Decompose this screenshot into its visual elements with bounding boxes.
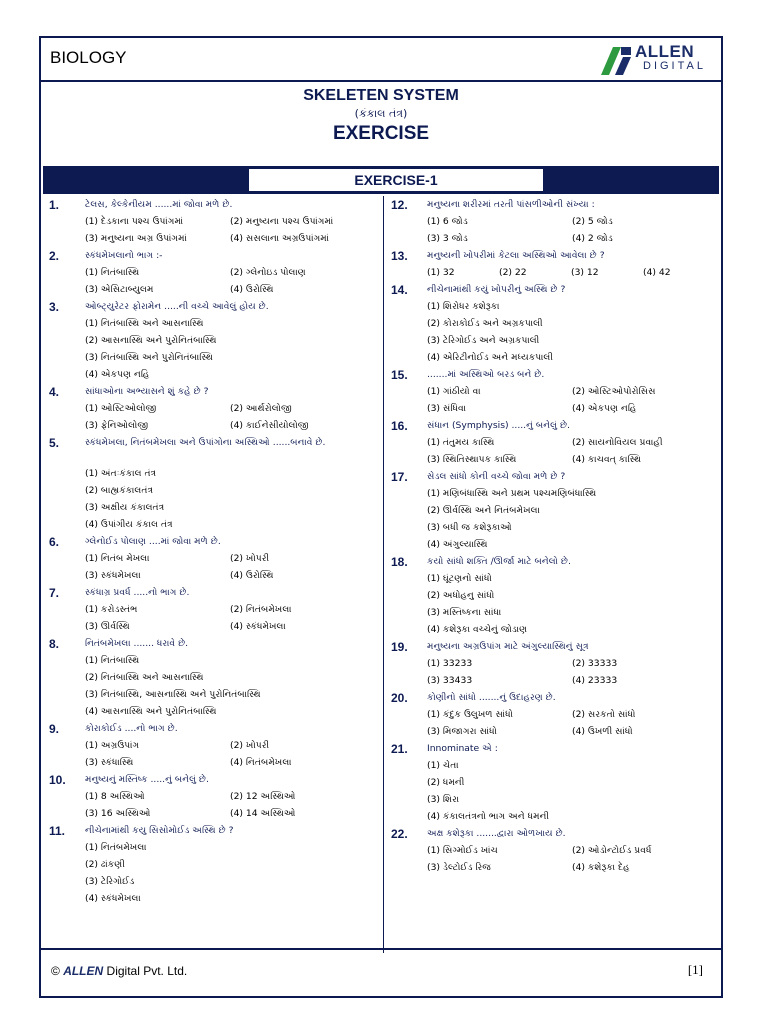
answer-option: (4) નિતંબમેખલા [230,757,292,768]
option-list [49,654,379,722]
question-number: 19. [391,640,408,654]
answer-option: (2) ઊર્વસ્થિ અને નિતંબમેખલા [427,505,540,516]
question-number: 12. [391,198,408,212]
answer-option: (4) ઉરોસ્થિ [230,284,274,295]
option-row [85,569,379,586]
option-row [427,215,719,232]
answer-option: (2) આસનાસ્થિ અને પુરોનિતંબાસ્થિ [85,335,217,346]
answer-option: (2) ઓસ્ટિઓપોરોસિસ [572,386,656,397]
question-stem [391,249,719,266]
option-row [427,776,719,793]
question-text: સેડલ સાંધો કોની વચ્ચે જોવા મળે છે ? [427,471,566,482]
question-item [391,691,719,742]
question-stem [391,368,719,385]
option-row [85,654,379,671]
question-item [49,300,379,385]
option-list [49,266,379,300]
question-number: 20. [391,691,408,705]
chapter-title: SKELETEN SYSTEM [303,87,459,104]
option-list [391,215,719,249]
option-row [427,436,719,453]
option-row [427,708,719,725]
question-stem [49,300,379,317]
footer [41,948,721,996]
question-stem [49,637,379,654]
answer-option: (3) એસિટાબ્યુલમ [85,284,154,295]
answer-option: (4) કાચવત્ કાસ્થિ [572,454,642,465]
option-list [391,385,719,419]
allen-logo-icon [599,43,633,77]
question-text: સંધાન (Symphysis) .....નું બનેલું છે. [427,420,570,431]
question-item [49,773,379,824]
copyright-line [51,964,187,978]
question-text: મનુષ્યના અગ્રઉપાંગ માટે અંગુલ્યાસ્થિનું સૂત્ર [427,641,589,652]
answer-option: (2) 22 [499,267,527,278]
answer-option: (2) અધોહનુ સાંધો [427,590,495,601]
answer-option: (3) 3 જોડ [427,233,468,244]
question-item [391,555,719,640]
answer-option: (4) કશેરૂકા દેહ [572,862,630,873]
answer-option: (1) 33233 [427,658,473,669]
option-row [85,467,379,484]
option-list [391,759,719,827]
option-row [85,858,379,875]
question-stem [391,640,719,657]
answer-option: (1) નિતંબાસ્થિ [85,267,140,278]
question-item [391,249,719,283]
answer-option: (1) દેડકાના પશ્ચ ઉપાંગમાં [85,216,184,227]
answer-option: (1) ઘૂંટણનો સાંધો [427,573,492,584]
answer-option: (3) ટેરિગોઈડ અને અગ્રકપાલી [427,335,540,346]
option-row [85,892,379,909]
question-text: સ્કંધમેખલા, નિતંબમેખલા અને ઉપાંગોના અસ્થિઓ ......બનાવે છે. [85,437,326,448]
answer-option: (3) ફેનિઓલોજી [85,420,149,431]
question-text: કયો સાંધો શક્તિ /ઊર્જા માટે બનેલો છે. [427,556,571,567]
answer-option: (4) કંકાલતંત્રનો ભાગ અને ધમની [427,811,550,822]
answer-option: (3) ઊર્વસ્થિ [85,621,130,632]
option-row [427,674,719,691]
answer-option: (3) અક્ષીય કંકાલતંત્ર [85,502,165,513]
option-row [427,402,719,419]
answer-option: (2) ખોપરી [230,740,270,751]
column-divider [383,196,384,953]
question-number: 6. [49,535,60,549]
question-item [391,640,719,691]
option-row [85,552,379,569]
option-row [85,603,379,620]
option-list [49,603,379,637]
answer-option: (2) ખોપરી [230,553,270,564]
option-list [49,215,379,249]
option-list [391,572,719,640]
question-item [49,824,379,909]
option-row [85,671,379,688]
question-item [49,586,379,637]
answer-option: (4) સ્કંધમેખલા [85,893,141,904]
option-row [427,861,719,878]
option-list [391,708,719,742]
option-row [427,759,719,776]
option-list [391,487,719,555]
question-item [391,470,719,555]
option-row [85,419,379,436]
question-item [391,419,719,470]
question-number: 10. [49,773,66,787]
option-row [427,606,719,623]
answer-option: (3) મનુષ્યના અગ્ર ઉપાંગમાં [85,233,187,244]
answer-option: (4) સસલાના અગ્રઉપાંગમાં [230,233,330,244]
option-row [427,385,719,402]
question-text: નીચેનામાંથી કયું ખોપરીનું અસ્થિ છે ? [427,284,566,295]
answer-option: (2) નિતંબમેખલા [230,604,292,615]
option-row [427,504,719,521]
question-stem [49,535,379,552]
option-row [85,875,379,892]
option-row [85,317,379,334]
answer-option: (1) ઓસ્ટિઓલોજી [85,403,157,414]
answer-option: (3) 12 [571,267,599,278]
question-item [49,722,379,773]
option-row [427,317,719,334]
answer-option: (4) 14 અસ્થિઓ [230,808,296,819]
question-number: 4. [49,385,60,399]
option-row [427,589,719,606]
option-row [85,351,379,368]
question-text: મનુષ્યની ખોપરીમાં કેટલા અસ્થિઓ આવેલા છે ? [427,250,605,261]
question-number: 18. [391,555,408,569]
answer-option: (2) 5 જોડ [572,216,613,227]
left-column [49,198,379,909]
question-number: 2. [49,249,60,263]
answer-option: (1) ચેતા [427,760,459,771]
exercise-heading: EXERCISE [332,123,430,144]
question-stem [391,691,719,708]
option-row [85,620,379,637]
answer-option: (4) અંગુલ્યાસ્થિ [427,539,488,550]
answer-option: (1) શિરોધર કશેરૂકા [427,301,500,312]
option-row [85,705,379,722]
copyright-symbol: © [51,964,60,978]
option-list [391,657,719,691]
question-stem [391,555,719,572]
answer-option: (4) એકપણ નહિ [572,403,637,414]
option-list [391,844,719,878]
question-text: નીચેનામાંથી કયુ સિસોમોઈડ અસ્થિ છે ? [85,825,234,836]
option-list [49,841,379,909]
section-bar [43,166,719,194]
option-row [85,688,379,705]
option-row [85,739,379,756]
question-number: 9. [49,722,60,736]
option-list [49,402,379,436]
option-row [85,368,379,385]
answer-option: (1) નિતંબમેખલા [85,842,147,853]
question-stem [49,249,379,266]
logo-sub-text: DIGITAL [643,60,706,72]
answer-option: (3) મિજાગરા સાંધો [427,726,497,737]
option-list [391,266,719,283]
question-stem [49,385,379,402]
question-text: નિતંબમેખલા ....... ધરાવે છે. [85,638,189,649]
question-number: 14. [391,283,408,297]
question-number: 1. [49,198,60,212]
right-column [391,198,719,878]
option-row [427,844,719,861]
option-row [427,487,719,504]
question-item [391,368,719,419]
question-number: 5. [49,436,60,450]
answer-option: (1) ગાંઠીયો વા [427,386,481,397]
answer-option: (3) બધી જ કશેરૂકાઓ [427,522,512,533]
question-stem [391,470,719,487]
answer-option: (2) ગ્લેનોઇડ પોલાણ [230,267,306,278]
question-stem [49,586,379,603]
chapter-subtitle: (કંકાલ તંત્ર) [354,107,408,120]
answer-option: (3) નિતંબાસ્થિ, આસનાસ્થિ અને પુરોનિતંબાસ્થિ [85,689,261,700]
option-row [85,501,379,518]
question-number: 15. [391,368,408,382]
question-text: Innominate એ : [427,743,498,754]
question-stem [49,722,379,739]
question-item [391,742,719,827]
question-stem [49,773,379,790]
question-item [49,535,379,586]
answer-option: (1) તંતુમય કાસ્થિ [427,437,495,448]
question-stem [391,198,719,215]
question-item [391,198,719,249]
answer-option: (4) 42 [643,267,671,278]
answer-option: (4) એકપણ નહિ [85,369,150,380]
question-text: અક્ષ કશેરૂકા .......દ્વારા ઓળખાય છે. [427,828,566,839]
question-text: સ્કંધાગ્ર પ્રવર્ધ .....નો ભાગ છે. [85,587,190,598]
answer-option: (3) ટેરિગોઈડ [85,876,135,887]
question-number: 3. [49,300,60,314]
option-row [85,215,379,232]
answer-option: (3) સ્કંધમેખલા [85,570,141,581]
answer-option: (2) સરકતો સાંધો [572,709,636,720]
answer-option: (1) અંતઃકંકાલ તંત્ર [85,468,157,479]
answer-option: (2) મનુષ્યના પશ્ચ ઉપાંગમાં [230,216,334,227]
answer-option: (1) 6 જોડ [427,216,468,227]
question-number: 22. [391,827,408,841]
option-row [427,793,719,810]
option-row [427,623,719,640]
option-list [49,317,379,385]
question-text: ટેલસ, કેલ્કેનીયમ ......માં જોવા મળે છે. [85,199,233,210]
answer-option: (1) કંદુક ઉલુખળ સાંધો [427,709,513,720]
answer-option: (4) 23333 [572,675,618,686]
question-item [49,637,379,722]
section-title: EXERCISE-1 [249,169,543,191]
answer-option: (1) કરોડસ્તંભ [85,604,138,615]
question-stem [391,827,719,844]
footer-brand: ALLEN [63,964,104,978]
option-row [85,232,379,249]
option-list [391,436,719,470]
answer-option: (3) મસ્તિષ્કના સાંધા [427,607,502,618]
answer-option: (1) 32 [427,267,455,278]
answer-option: (3) નિતંબાસ્થિ અને પુરોનિતંબાસ્થિ [85,352,213,363]
question-stem [49,198,379,215]
option-row [427,232,719,249]
question-text: મનુષ્યના શરીરમાં તરતી પાંસળીઓની સંખ્યા : [427,199,595,210]
answer-option: (2) ઓડોન્ટોઈડ પ્રવર્ધ [572,845,652,856]
answer-option: (1) 8 અસ્થિઓ [85,791,145,802]
question-stem [391,742,719,759]
answer-option: (4) સ્કંધમેખલા [230,621,286,632]
option-row [427,521,719,538]
option-row [85,283,379,300]
answer-option: (3) સ્કંધાસ્થિ [85,757,134,768]
answer-option: (3) સ્થિતિસ્થાપક કાસ્થિ [427,454,517,465]
answer-option: (2) આર્થરોલોજી [230,403,292,414]
question-text: ગ્લેનોઈડ પોલાણ ....માં જોવા મળે છે. [85,536,221,547]
option-row [427,657,719,674]
question-number: 17. [391,470,408,484]
answer-option: (3) સંધિવા [427,403,466,414]
question-number: 13. [391,249,408,263]
question-stem [49,436,379,467]
question-item [49,385,379,436]
question-text: કોરાકોઈડ ....નો ભાગ છે. [85,723,178,734]
answer-option: (1) મણિબંધાસ્થિ અને પ્રથમ પશ્ચમણિબંધાસ્થિ [427,488,597,499]
answer-option: (2) સાયનોવિયલ પ્રવાહી [572,437,663,448]
answer-option: (1) નિતંબ મેખલા [85,553,150,564]
title-block [41,86,721,146]
header-bar [41,38,721,82]
question-text: સાંધાઓના અભ્યાસને શું કહે છે ? [85,386,209,397]
answer-option: (3) 16 અસ્થિઓ [85,808,151,819]
option-row [427,572,719,589]
answer-option: (4) 2 જોડ [572,233,613,244]
page-number: [1] [687,962,703,977]
question-number: 7. [49,586,60,600]
option-row [427,351,719,368]
footer-company: Digital Pvt. Ltd. [103,964,188,978]
option-row [427,453,719,470]
answer-option: (4) એરિટીનોઈડ અને મધ્યકપાલી [427,352,554,363]
question-number: 8. [49,637,60,651]
option-row [85,402,379,419]
option-row [427,538,719,555]
allen-logo [599,43,711,77]
answer-option: (1) નિતંબાસ્થિ [85,655,140,666]
answer-option: (1) સિગ્મોઈડ ખાંચ [427,845,498,856]
answer-option: (4) ઉપાંગીય કંકાલ તંત્ર [85,519,173,530]
option-row [85,790,379,807]
answer-option: (4) કશેરૂકા વચ્ચેનું જોડાણ [427,624,528,635]
answer-option: (2) 33333 [572,658,618,669]
answer-option: (2) નિતંબાસ્થિ અને આસનાસ્થિ [85,672,204,683]
question-number: 11. [49,824,66,838]
answer-option: (2) કોરાકોઈડ અને અગ્રકપાલી [427,318,543,329]
question-stem [49,824,379,841]
option-row [427,810,719,827]
answer-option: (4) ઉખળી સાંધો [572,726,633,737]
option-row [85,756,379,773]
answer-option: (2) ઢાંકણી [85,859,125,870]
logo-main-text: ALLEN [635,42,695,61]
question-text: કોણીનો સાંધો .......નું ઉદાહરણ છે. [427,692,556,703]
answer-option: (2) ધમની [427,777,465,788]
question-item [391,827,719,878]
question-stem [391,283,719,300]
answer-option: (2) 12 અસ્થિઓ [230,791,296,802]
option-list [49,467,379,535]
answer-option: (3) 33433 [427,675,473,686]
option-list [391,300,719,368]
subject-label: BIOLOGY [50,48,127,67]
question-item [49,436,379,535]
answer-option: (4) ઉરોસ્થિ [230,570,274,581]
answer-option: (1) અગ્રઉપાંગ [85,740,140,751]
question-number: 16. [391,419,408,433]
question-text: મનુષ્યનું મસ્તિષ્ક .....નું બનેલું છે. [85,774,209,785]
option-list [49,790,379,824]
option-row [85,334,379,351]
option-row [427,334,719,351]
option-row [85,807,379,824]
option-row [427,266,719,283]
question-text: સ્કંધમેખલાનો ભાગ :- [85,250,163,261]
page-frame [39,36,723,998]
question-item [49,198,379,249]
option-list [49,739,379,773]
answer-option: (3) ડેલ્ટોઈડ રિજ [427,862,491,873]
question-item [391,283,719,368]
question-text: ઓબ્ટ્યુરેટર ફોરામેન .....ની વચ્ચે આવેલું હોય છે. [85,301,269,312]
answer-option: (3) શિરા [427,794,460,805]
question-stem [391,419,719,436]
question-number: 21. [391,742,408,756]
answer-option: (4) આસનાસ્થિ અને પુરોનિતંબાસ્થિ [85,706,217,717]
option-row [85,484,379,501]
option-row [85,841,379,858]
option-row [427,725,719,742]
option-row [427,300,719,317]
option-row [85,518,379,535]
question-text: .......માં અસ્થિઓ બરડ બને છે. [427,369,545,380]
answer-option: (4) કાઈનેસીયોલોજી [230,420,309,431]
answer-option: (2) બાહ્યકંકાલતંત્ર [85,485,154,496]
answer-option: (1) નિતંબાસ્થિ અને આસનાસ્થિ [85,318,204,329]
option-row [85,266,379,283]
option-list [49,552,379,586]
question-item [49,249,379,300]
